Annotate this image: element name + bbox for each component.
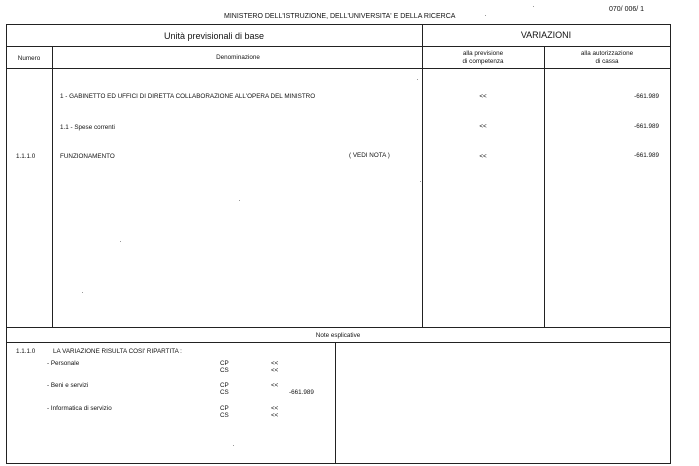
notes-item-personale-cs: CS: [220, 367, 229, 374]
right-border: [670, 24, 671, 463]
numero-column-divider: [52, 46, 53, 327]
scan-speck: [239, 200, 240, 201]
page-bottom-border: [6, 463, 671, 464]
notes-item-beni-cp-val: <<: [271, 382, 279, 389]
notes-numero: 1.1.1.0: [16, 348, 36, 355]
row-2-denominazione: 1.1 - Spese correnti: [60, 124, 115, 131]
col-previsione: [463, 50, 504, 65]
notes-header: Note esplicative: [315, 332, 361, 339]
scan-speck: [82, 292, 83, 293]
notes-column-divider: [335, 342, 336, 463]
row-1-cassa: -661.989: [634, 93, 659, 100]
ministry-title: MINISTERO DELL'ISTRUZIONE, DELL'UNIVERSITA' E DELLA RICERCA: [224, 13, 456, 20]
notes-item-beni-cs: CS: [220, 389, 229, 396]
notes-intro: LA VARIAZIONE RISULTA COSI' RIPARTITA :: [53, 348, 182, 355]
column-header-divider: [6, 68, 671, 69]
notes-item-personale-cs-val: <<: [271, 367, 279, 374]
variazioni-divider: [422, 24, 423, 327]
col-autorizzazione-line1: alla autorizzazione: [580, 50, 634, 57]
notes-item-personale-cp: CP: [220, 360, 229, 367]
row-3-nota: ( VEDI NOTA ): [349, 152, 390, 159]
notes-item-personale-label: - Personale: [47, 360, 80, 367]
notes-header-divider: [6, 342, 671, 343]
scan-speck: [533, 6, 534, 7]
notes-item-informatica-cp-val: <<: [271, 405, 279, 412]
left-border: [6, 24, 7, 463]
col-autorizzazione-line2: di cassa: [595, 57, 619, 65]
page-code: 070/ 006/ 1: [609, 6, 645, 13]
notes-item-beni-cp: CP: [220, 382, 229, 389]
notes-item-beni-cs-amount: -661.989: [289, 389, 314, 396]
scan-speck: [417, 79, 418, 80]
row-3-previsione: <<: [479, 153, 487, 160]
variazioni-header: VARIAZIONI: [520, 30, 572, 40]
row-3-cassa: -661.989: [634, 152, 659, 159]
col-previsione-line2: di competenza: [462, 57, 504, 65]
upb-header: Unità previsionali di base: [163, 31, 265, 41]
row-2-previsione: <<: [479, 123, 487, 130]
row-3-denominazione: FUNZIONAMENTO: [60, 153, 115, 160]
notes-item-informatica-label: - Informatica di servizio: [47, 405, 112, 412]
notes-item-informatica-cp: CP: [220, 405, 229, 412]
col-numero: Numero: [17, 55, 41, 62]
cassa-column-divider: [544, 46, 545, 327]
row-1-previsione: <<: [479, 93, 487, 100]
notes-item-informatica-cs-val: <<: [271, 412, 279, 419]
row-2-cassa: -661.989: [634, 123, 659, 130]
scan-speck: [485, 15, 486, 16]
row-3-numero: 1.1.1.0: [16, 153, 36, 160]
scan-speck: [233, 445, 234, 446]
col-denominazione: Denominazione: [216, 54, 260, 61]
col-previsione-line1: alla previsione: [462, 50, 504, 57]
notes-item-beni-label: - Beni e servizi: [47, 382, 89, 389]
col-autorizzazione: [581, 50, 633, 65]
row-1-denominazione: 1 - GABINETTO ED UFFICI DI DIRETTA COLLABORAZIONE ALL'OPERA DEL MINISTRO: [60, 93, 316, 100]
scan-speck: [120, 241, 121, 242]
table-top-border: [6, 24, 671, 25]
scan-speck: [420, 181, 421, 182]
table-body-bottom: [6, 327, 671, 328]
notes-item-personale-cp-val: <<: [271, 360, 279, 367]
notes-item-informatica-cs: CS: [220, 412, 229, 419]
header-row-divider: [6, 46, 671, 47]
